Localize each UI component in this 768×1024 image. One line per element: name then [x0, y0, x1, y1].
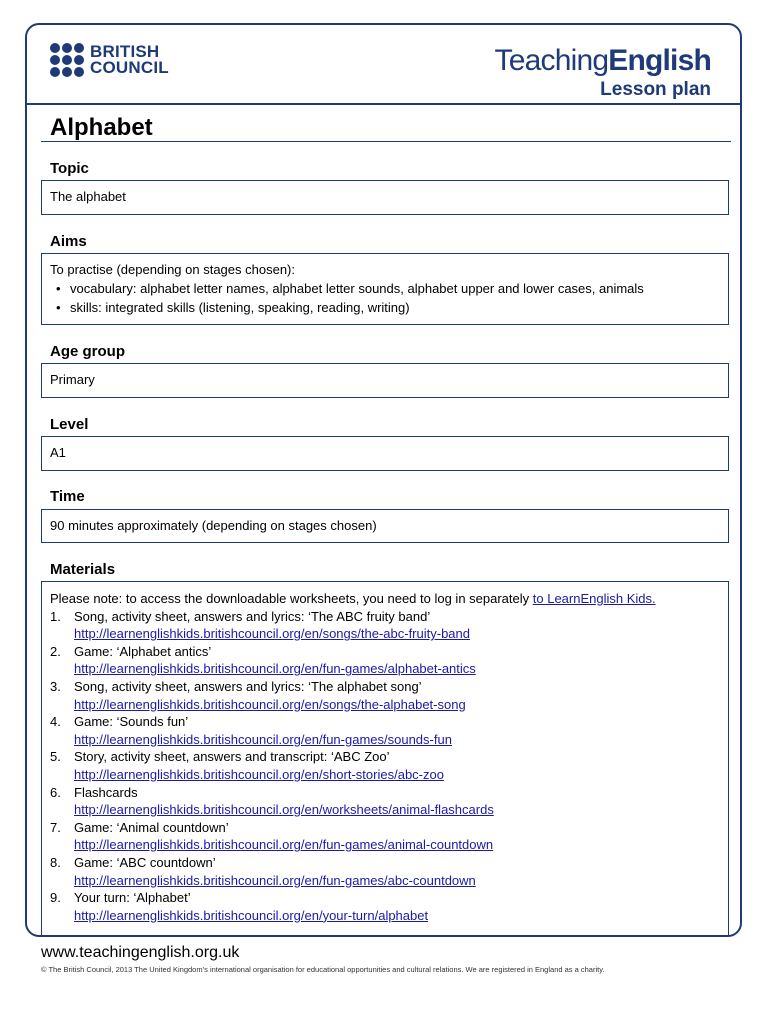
age-group-label: Age group: [50, 343, 125, 360]
material-link[interactable]: http://learnenglishkids.britishcouncil.org/en/fun-games/sounds-fun: [74, 731, 452, 747]
material-item: [50, 784, 720, 819]
material-link[interactable]: http://learnenglishkids.britishcouncil.org/en/fun-games/animal-countdown: [74, 837, 494, 853]
topic-label: Topic: [50, 160, 89, 177]
material-item: [50, 713, 720, 748]
topic-value: The alphabet: [50, 189, 126, 204]
material-title: Song, activity sheet, answers and lyrics: ‘The ABC fruity band’: [74, 608, 431, 624]
logo-dots-icon: [50, 43, 86, 77]
aims-bullet: • vocabulary: alphabet letter names, alphabet letter sounds, alphabet upper and lower cases, animals: [56, 281, 644, 296]
material-link[interactable]: http://learnenglishkids.britishcouncil.org/en/songs/the-alphabet-song: [74, 696, 466, 712]
materials-note: Please note: to access the downloadable worksheets, you need to log in separately to LearnEnglish Kids.: [50, 591, 656, 606]
logo-line2: COUNCIL: [90, 58, 169, 77]
material-title: Game: ‘Alphabet antics’: [74, 643, 212, 659]
material-title: Your turn: ‘Alphabet’: [74, 890, 191, 906]
level-value: A1: [50, 445, 66, 460]
material-item: [50, 854, 720, 889]
lesson-plan-subtitle: Lesson plan: [600, 79, 711, 100]
material-item: [50, 643, 720, 678]
material-number: 8.: [50, 854, 61, 870]
material-title: Game: ‘Animal countdown’: [74, 819, 229, 835]
title-divider: [41, 141, 731, 142]
material-title: Story, activity sheet, answers and transcript: ‘ABC Zoo’: [74, 749, 390, 765]
time-label: Time: [50, 488, 85, 505]
material-number: 1.: [50, 608, 61, 624]
footer-website[interactable]: www.teachingenglish.org.uk: [41, 944, 240, 961]
material-link[interactable]: http://learnenglishkids.britishcouncil.org/en/short-stories/abc-zoo: [74, 766, 444, 782]
material-item: [50, 678, 720, 713]
material-link[interactable]: http://learnenglishkids.britishcouncil.org/en/fun-games/alphabet-antics: [74, 661, 476, 677]
materials-box: [41, 581, 729, 936]
material-link[interactable]: http://learnenglishkids.britishcouncil.org/en/fun-games/abc-countdown: [74, 872, 476, 888]
topic-box: [41, 180, 729, 215]
aims-intro: To practise (depending on stages chosen):: [50, 262, 295, 277]
aims-bullet: • skills: integrated skills (listening, speaking, reading, writing): [56, 300, 410, 315]
materials-label: Materials: [50, 561, 116, 578]
document-title: Alphabet: [50, 114, 153, 141]
aims-label: Aims: [50, 233, 87, 250]
logo-line1: BRITISH: [90, 42, 160, 61]
footer-copyright: © The British Council, 2013 The United Kingdom’s international organisation for educational opportunities and cultural relations. We are registered in England as a charity.: [41, 965, 605, 974]
material-title: Song, activity sheet, answers and lyrics: ‘The alphabet song’: [74, 678, 422, 694]
materials-list: [50, 608, 720, 925]
material-item: [50, 748, 720, 783]
material-number: 7.: [50, 819, 61, 835]
material-link[interactable]: http://learnenglishkids.britishcouncil.org/en/your-turn/alphabet: [74, 907, 429, 923]
material-number: 3.: [50, 678, 61, 694]
level-box: [41, 436, 729, 471]
learnenglish-kids-link[interactable]: to LearnEnglish Kids.: [532, 591, 656, 606]
material-title: Game: ‘ABC countdown’: [74, 854, 216, 870]
material-number: 4.: [50, 714, 61, 730]
teaching-english-title: [495, 44, 711, 78]
aims-box: [41, 253, 729, 325]
material-item: [50, 819, 720, 854]
material-number: 2.: [50, 643, 61, 659]
material-number: 6.: [50, 784, 61, 800]
material-title: Game: ‘Sounds fun’: [74, 714, 189, 730]
british-council-logo: [50, 43, 190, 83]
time-box: [41, 509, 729, 543]
material-link[interactable]: http://learnenglishkids.britishcouncil.org/en/songs/the-abc-fruity-band: [74, 626, 470, 642]
level-label: Level: [50, 416, 89, 433]
age-group-box: [41, 363, 729, 398]
material-link[interactable]: http://learnenglishkids.britishcouncil.org/en/worksheets/animal-flashcards: [74, 802, 494, 818]
material-item: [50, 608, 720, 643]
age-group-value: Primary: [50, 372, 95, 387]
logo-text: [90, 44, 169, 76]
header-divider: [25, 103, 742, 105]
material-title: Flashcards: [74, 784, 138, 800]
title-light: Teaching: [494, 44, 609, 77]
time-value: 90 minutes approximately (depending on stages chosen): [50, 518, 377, 533]
material-item: [50, 889, 720, 924]
title-bold: English: [608, 44, 711, 77]
material-number: 9.: [50, 890, 61, 906]
material-number: 5.: [50, 749, 61, 765]
